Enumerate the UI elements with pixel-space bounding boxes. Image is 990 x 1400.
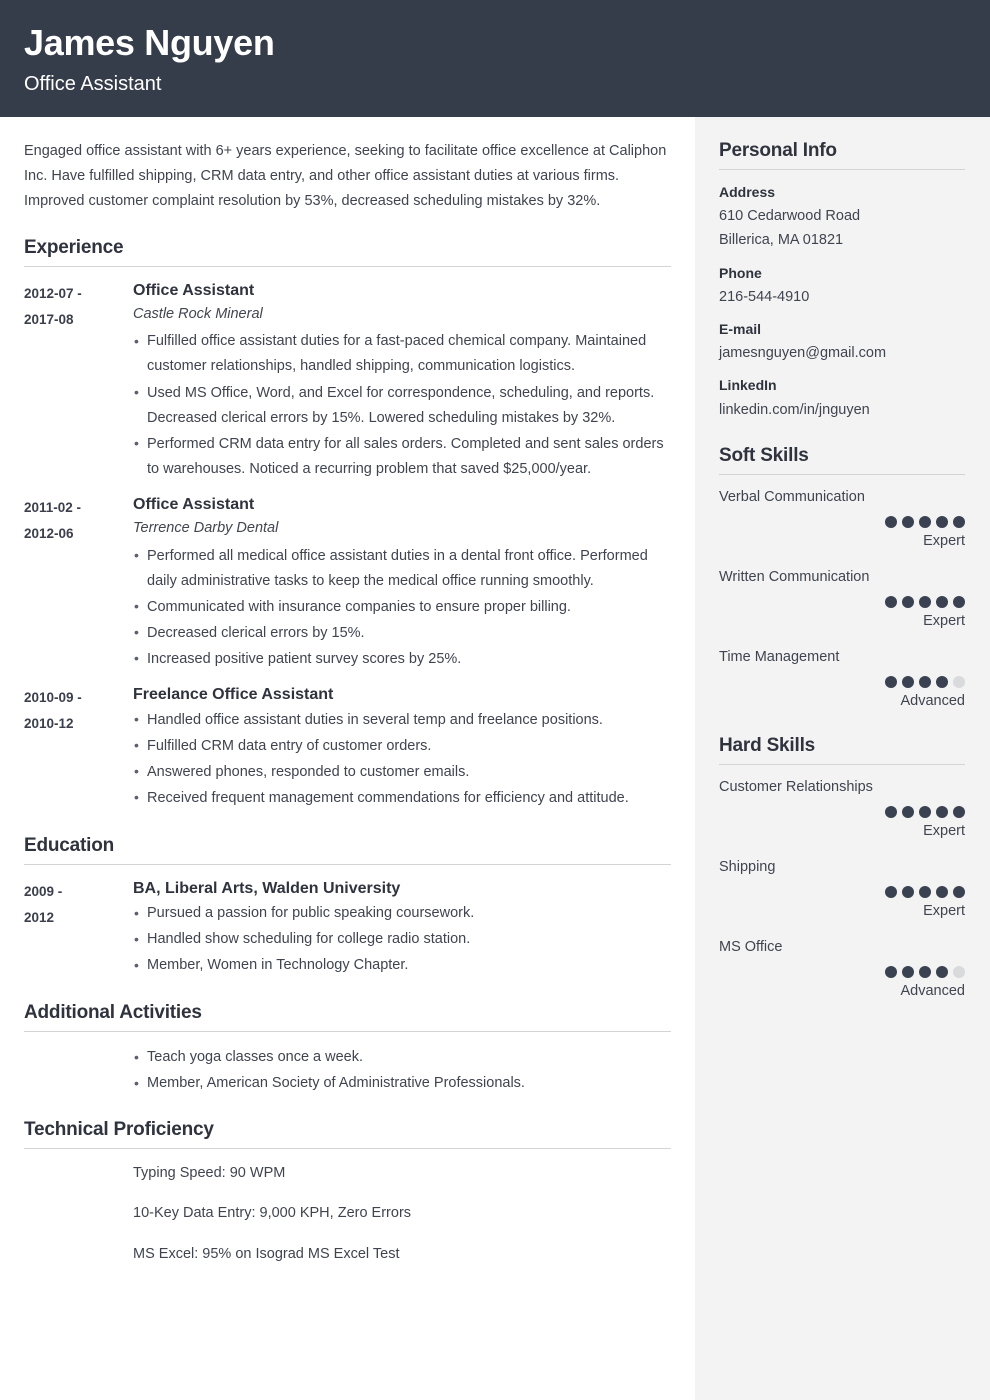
rating-dot-filled	[885, 596, 897, 608]
personal-info-value: jamesnguyen@gmail.com	[719, 345, 887, 362]
resume-entry	[24, 684, 671, 812]
soft-skills-list	[719, 486, 965, 713]
experience-entry-list	[24, 280, 671, 812]
sidebar-section-hard-skills	[719, 734, 965, 1003]
rating-dot-filled	[902, 966, 914, 978]
entry-date-from: 2012-07 -	[24, 285, 82, 301]
personal-info-label: Address	[719, 183, 776, 200]
sidebar-heading-soft-skills: Soft Skills	[719, 444, 809, 466]
bullet-item: • Performed all medical office assistant duties in a dental front office. Performed daily administrative tasks to keep the medical office running smoothly.	[133, 544, 671, 594]
bullet-item: • Fulfilled office assistant duties for a fast-paced chemical company. Maintained customer relationships, handled shipping, communication logistics.	[133, 329, 671, 379]
rating-dot-filled	[919, 676, 931, 688]
rating-dot-filled	[936, 806, 948, 818]
skill-item	[719, 646, 965, 713]
candidate-job-title: Office Assistant	[24, 73, 162, 96]
skill-item	[719, 936, 965, 1003]
sidebar-section-soft-skills	[719, 444, 965, 713]
technical-proficiency-item: MS Excel: 95% on Isograd MS Excel Test	[133, 1245, 400, 1262]
entry-date-to: 2012	[24, 909, 55, 925]
bullet-item: • Member, American Society of Administrative Professionals.	[133, 1071, 671, 1096]
entry-bullet-list	[133, 329, 671, 481]
rating-dot-filled	[953, 596, 965, 608]
bullet-item: • Member, Women in Technology Chapter.	[133, 953, 671, 978]
section-education	[24, 834, 671, 980]
rating-dot-filled	[936, 596, 948, 608]
activities-bullet-list	[133, 1045, 671, 1096]
personal-info-value: 216-544-4910	[719, 288, 810, 305]
skill-item	[719, 856, 965, 923]
bullet-item: • Communicated with insurance companies to ensure proper billing.	[133, 595, 671, 620]
hard-skills-list	[719, 776, 965, 1003]
section-divider	[24, 864, 671, 865]
personal-info-value: 610 Cedarwood Road	[719, 207, 861, 224]
skill-name: Time Management	[719, 648, 840, 665]
skill-level-label: Expert	[923, 823, 965, 840]
sidebar-heading-personal-info: Personal Info	[719, 140, 837, 161]
skill-item	[719, 486, 965, 553]
entry-organization: Terrence Darby Dental	[133, 520, 279, 537]
rating-dot-filled	[936, 966, 948, 978]
bullet-item: • Decreased clerical errors by 15%.	[133, 621, 671, 646]
rating-dot-filled	[936, 676, 948, 688]
rating-dot-filled	[919, 516, 931, 528]
rating-dot-filled	[953, 516, 965, 528]
entry-role-title: Office Assistant	[133, 495, 255, 513]
entry-bullet-list	[133, 901, 671, 978]
skill-rating-dots	[719, 966, 965, 978]
rating-dot-filled	[953, 886, 965, 898]
personal-info-value: Billerica, MA 01821	[719, 232, 844, 249]
professional-summary: Engaged office assistant with 6+ years experience, seeking to facilitate office excellence at Caliphon Inc. Have fulfilled shipping, CRM data entry, and other office assistant duties at various firms. Improved customer complaint resolution by 53%, decreased scheduling mistakes by 32%.	[24, 143, 667, 209]
rating-dot-filled	[885, 966, 897, 978]
resume-entry	[24, 280, 671, 483]
section-heading-education: Education	[24, 834, 115, 856]
personal-info-fields	[719, 181, 965, 422]
section-heading-additional-activities: Additional Activities	[24, 1002, 202, 1024]
entry-date-range	[24, 494, 133, 548]
rating-dot-filled	[885, 516, 897, 528]
entry-date-range	[24, 684, 133, 738]
bullet-item: • Pursued a passion for public speaking coursework.	[133, 901, 671, 926]
rating-dot-filled	[936, 886, 948, 898]
rating-dot-filled	[902, 676, 914, 688]
skill-rating-dots	[719, 676, 965, 688]
entry-role-title: Office Assistant	[133, 281, 255, 299]
technical-proficiency-item: Typing Speed: 90 WPM	[133, 1165, 286, 1182]
skill-rating-dots	[719, 516, 965, 528]
technical-proficiency-list	[24, 1162, 671, 1266]
rating-dot-filled	[902, 886, 914, 898]
sidebar-divider	[719, 474, 965, 475]
sidebar-heading-hard-skills: Hard Skills	[719, 735, 816, 757]
rating-dot-filled	[919, 806, 931, 818]
bullet-item: • Handled show scheduling for college radio station.	[133, 927, 671, 952]
sidebar-divider	[719, 764, 965, 765]
entry-date-to: 2010-12	[24, 716, 74, 732]
entry-role-title: Freelance Office Assistant	[133, 685, 334, 703]
skill-rating-dots	[719, 806, 965, 818]
personal-info-label: LinkedIn	[719, 377, 777, 394]
skill-level-label: Expert	[923, 532, 965, 549]
skill-rating-dots	[719, 596, 965, 608]
skill-rating-dots	[719, 886, 965, 898]
rating-dot-filled	[885, 676, 897, 688]
section-divider	[24, 266, 671, 267]
entry-date-range	[24, 878, 133, 932]
rating-dot-filled	[919, 596, 931, 608]
bullet-item: • Teach yoga classes once a week.	[133, 1045, 671, 1070]
rating-dot-filled	[885, 886, 897, 898]
entry-bullet-list	[133, 544, 671, 672]
rating-dot-filled	[902, 596, 914, 608]
skill-name: Customer Relationships	[719, 779, 873, 796]
resume-header	[0, 0, 990, 117]
skill-level-label: Expert	[923, 612, 965, 629]
resume-body	[0, 117, 990, 1400]
personal-info-label: E-mail	[719, 321, 762, 338]
rating-dot-filled	[902, 806, 914, 818]
resume-entry	[24, 878, 671, 980]
rating-dot-filled	[919, 966, 931, 978]
entry-content	[133, 684, 671, 812]
section-divider	[24, 1148, 671, 1149]
sidebar-column	[695, 117, 990, 1400]
skill-name: Written Communication	[719, 568, 870, 585]
sidebar-divider	[719, 169, 965, 170]
entry-date-to: 2017-08	[24, 311, 74, 327]
technical-proficiency-item: 10-Key Data Entry: 9,000 KPH, Zero Errors	[133, 1205, 412, 1222]
rating-dot-filled	[885, 806, 897, 818]
rating-dot-filled	[936, 516, 948, 528]
skill-name: Shipping	[719, 859, 776, 876]
skill-item	[719, 566, 965, 633]
entry-date-to: 2012-06	[24, 526, 74, 542]
bullet-item: • Handled office assistant duties in several temp and freelance positions.	[133, 708, 671, 733]
rating-dot-filled	[919, 886, 931, 898]
rating-dot-filled	[902, 516, 914, 528]
bullet-item: • Fulfilled CRM data entry of customer orders.	[133, 734, 671, 759]
skill-level-label: Expert	[923, 903, 965, 920]
entry-date-range	[24, 280, 133, 334]
entry-bullet-list	[133, 708, 671, 811]
rating-dot-empty	[953, 966, 965, 978]
section-experience	[24, 236, 671, 812]
entry-role-title: BA, Liberal Arts, Walden University	[133, 879, 401, 897]
resume-entry	[24, 494, 671, 673]
skill-name: MS Office	[719, 939, 783, 956]
section-technical-proficiency	[24, 1118, 671, 1265]
bullet-item: • Received frequent management commendations for efficiency and attitude.	[133, 786, 671, 811]
bullet-item: • Increased positive patient survey scores by 25%.	[133, 647, 671, 672]
rating-dot-filled	[953, 806, 965, 818]
personal-info-label: Phone	[719, 264, 762, 281]
candidate-name: James Nguyen	[24, 22, 275, 63]
entry-content	[133, 494, 671, 673]
section-divider	[24, 1031, 671, 1032]
skill-name: Verbal Communication	[719, 488, 865, 505]
entry-date-from: 2010-09 -	[24, 689, 82, 705]
bullet-item: • Performed CRM data entry for all sales orders. Completed and sent sales orders to warehouses. Noticed a recurring problem that saved $25,000/year.	[133, 432, 671, 482]
sidebar-section-personal-info	[719, 139, 965, 422]
section-additional-activities	[24, 1001, 671, 1096]
entry-date-from: 2011-02 -	[24, 499, 82, 515]
skill-level-label: Advanced	[900, 692, 965, 709]
rating-dot-empty	[953, 676, 965, 688]
skill-level-label: Advanced	[900, 983, 965, 1000]
section-heading-experience: Experience	[24, 236, 124, 258]
bullet-item: • Answered phones, responded to customer emails.	[133, 760, 671, 785]
entry-date-from: 2009 -	[24, 883, 63, 899]
section-heading-technical-proficiency: Technical Proficiency	[24, 1119, 214, 1141]
entry-content	[133, 878, 671, 980]
personal-info-value: linkedin.com/in/jnguyen	[719, 401, 870, 418]
education-entry-list	[24, 878, 671, 980]
main-column	[0, 117, 695, 1400]
additional-activities-list	[24, 1045, 671, 1096]
entry-organization: Castle Rock Mineral	[133, 306, 263, 323]
entry-content	[133, 280, 671, 483]
bullet-item: • Used MS Office, Word, and Excel for correspondence, scheduling, and reports. Decreased clerical errors by 15%. Lowered scheduling mistakes by 32%.	[133, 381, 671, 431]
skill-item	[719, 776, 965, 843]
